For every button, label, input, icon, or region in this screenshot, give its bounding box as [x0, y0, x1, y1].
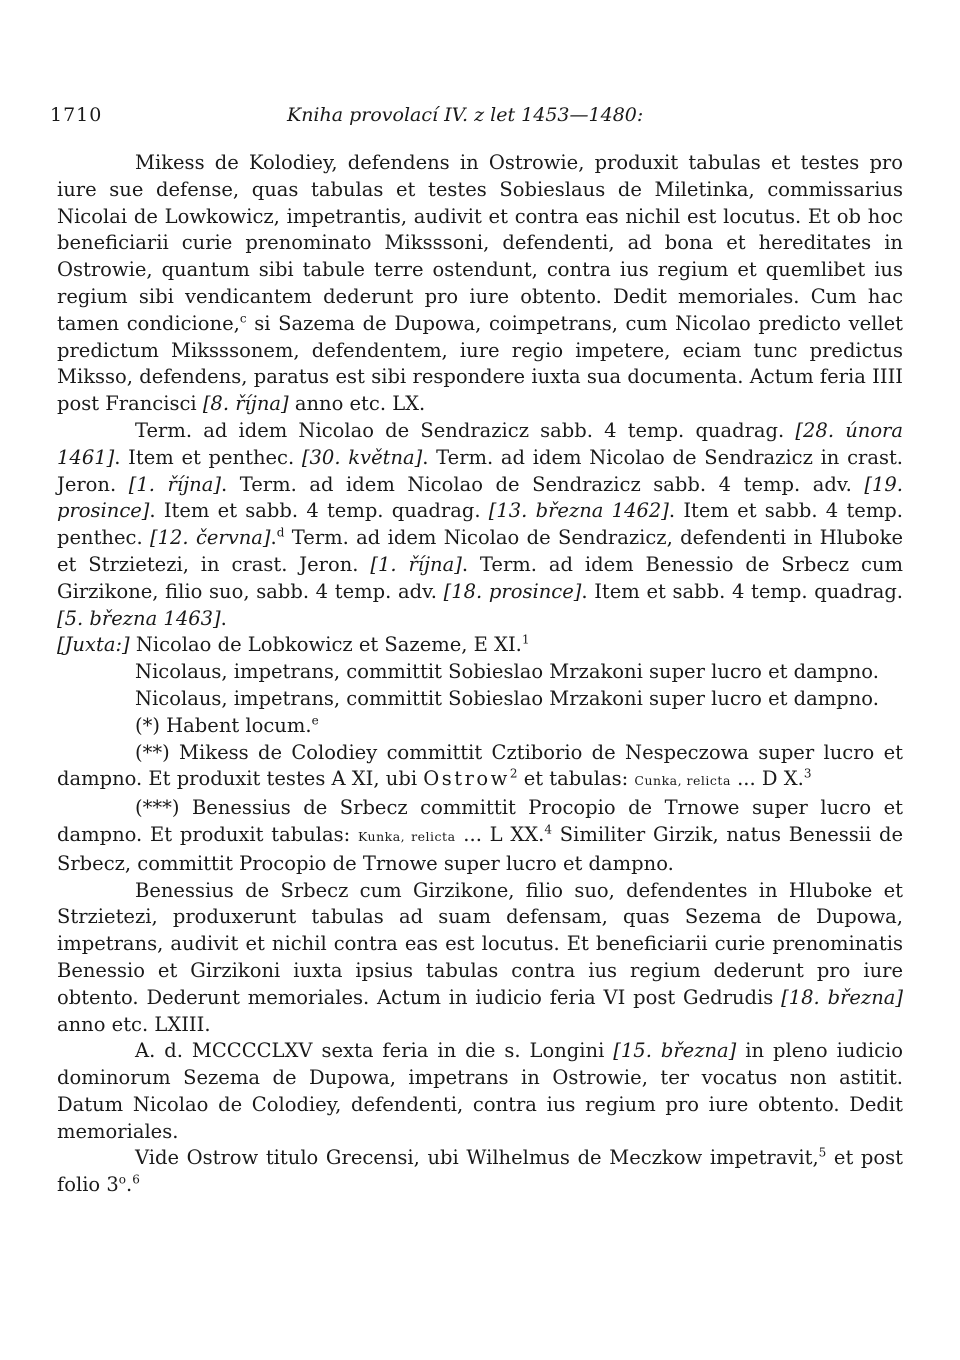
text-run: Similiter Girzik, natus Benessii de Srbecz, committit Procopio de Trnowe super lucro et dampno. — [57, 822, 904, 875]
text-run: . — [126, 1173, 133, 1197]
text-run: (**) Mikess de Colodiey committit Cztiborio de Nespeczowa super lucro et dampno. Et produxit testes A XI, ubi — [57, 740, 903, 791]
date-annotation: [30. května] — [301, 445, 423, 469]
footnote-marker: c — [239, 311, 247, 326]
text-run: . — [220, 606, 227, 630]
date-annotation: [18. prosince] — [443, 579, 582, 603]
footnote-marker: 1 — [521, 632, 530, 647]
paragraph — [57, 1145, 903, 1199]
paragraph — [57, 150, 903, 418]
text-run: . — [270, 526, 277, 550]
text-run: Vide Ostrow titulo Grecensi, ubi Wilhelmus de Meczkow impetravit, — [135, 1146, 819, 1170]
paragraph — [57, 1038, 903, 1145]
text-run: Nicolaus, impetrans, committit Sobieslao Mrzakoni super lucro et dampno. — [135, 686, 879, 710]
text-run: . Item et penthec. — [114, 445, 302, 469]
text-run: Term. ad idem Nicolao de Sendrazicz sabb. 4 temp. quadrag. — [135, 418, 796, 442]
date-annotation: [Juxta:] — [57, 633, 130, 657]
paragraph — [57, 740, 903, 796]
paragraph — [57, 686, 903, 713]
text-run: (*) Habent locum. — [135, 713, 312, 737]
footnote-marker: 4 — [544, 822, 552, 837]
paragraph — [57, 632, 903, 659]
date-annotation: [18. března] — [781, 985, 903, 1009]
paragraph — [57, 795, 903, 877]
date-annotation: [13. března 1462] — [488, 499, 669, 523]
text-run: in pleno iudicio dominorum Sezema de Dupowa, impetrans in Ostrowie, ter vocatus non astitit. Datum Nicolao de Colodiey, defendenti, contra ius regium pro iure obtento. Dedit memoriales. — [57, 1039, 903, 1143]
paragraph — [57, 418, 903, 632]
text-run: ... L XX. — [455, 822, 545, 846]
page-number: 1710 — [50, 104, 103, 126]
text-run: et post folio 3 — [57, 1146, 903, 1197]
body-text — [57, 150, 903, 1199]
text-run: et tabulas: — [517, 767, 635, 791]
text-run: . Term. ad idem Nicolao de Sendrazicz in crast. Jeron. — [57, 445, 903, 496]
text-run: . Item et sabb. 4 temp. quadrag. — [581, 579, 904, 603]
text-run: . Term. ad idem Benessio de Srbecz cum Girzikone, filio suo, sabb. 4 temp. adv. — [57, 552, 903, 603]
text-run: si Sazema de Dupowa, coimpetrans, cum Nicolao predicto vellet predictum Miksssonem, defendentem, iure regio impetere, eciam tunc predictus Miksso, defendens, paratus est sibi respondere iuxta sua documenta. Actum feria IIII post Francisci — [57, 311, 903, 416]
text-run: . Item et sabb. 4 temp. quadrag. — [149, 499, 489, 523]
small-caps-text: Kunka, relicta — [357, 828, 456, 844]
text-run: Nicolaus, impetrans, committit Sobieslao Mrzakoni super lucro et dampno. — [135, 660, 879, 684]
date-annotation: [1. října] — [370, 552, 462, 576]
text-run: ... D X. — [730, 767, 804, 791]
footnote-marker: o — [118, 1172, 127, 1187]
small-caps-text: Cunka, relicta — [634, 773, 731, 789]
footnote-marker: 6 — [132, 1172, 140, 1187]
footnote-marker: e — [311, 713, 319, 728]
paragraph — [57, 713, 903, 740]
text-run: anno etc. LXIII. — [57, 1012, 211, 1036]
date-annotation: [8. října] — [202, 392, 289, 416]
text-run: Mikess de Kolodiey, defendens in Ostrowie, produxit tabulas et testes pro iure sue defense, quas tabulas et testes Sobieslaus de Miletinka, commissarius Nicolai de Lowkowicz, impetrantis, audivit et contra eas nichil est locutus. Et ob hoc beneficiarii curie prenominato Miksssoni, defendenti, ad bona et hereditates in Ostrowie, quantum sibi tabule terre ostendunt, contra ius regium et quemlibet ius regium sibi vendicantem dederunt pro iure obtento. Dedit memoriales. Cum hac tamen condicione, — [57, 151, 903, 335]
footnote-marker: 3 — [803, 766, 812, 781]
running-title: Kniha provolací IV. z let 1453—1480: — [287, 104, 644, 126]
date-annotation: [15. března] — [613, 1039, 737, 1063]
paragraph — [57, 878, 903, 1039]
date-annotation: [28. února 1461] — [57, 418, 904, 469]
text-run: (***) Benessius de Srbecz committit Procopio de Trnowe super lucro et dampno. Et produxit tabulas: — [57, 796, 903, 846]
text-run: Term. ad idem Nicolao de Sendrazicz, defendenti in Hluboke et Strzietezi, in crast. Jeron. — [57, 526, 903, 576]
footnote-marker: d — [276, 525, 285, 540]
paragraph — [57, 659, 903, 686]
text-run: A. d. MCCCCLXV sexta feria in die s. Longini — [135, 1039, 614, 1063]
text-run: Nicolao de Lobkowicz et Sazeme, E XI. — [129, 633, 522, 657]
date-annotation: [12. června] — [149, 526, 271, 550]
spaced-text: Ostrow — [423, 767, 510, 791]
date-annotation: [1. října] — [128, 472, 221, 496]
date-annotation: [5. března 1463] — [57, 606, 221, 630]
footnote-marker: 2 — [509, 766, 518, 781]
text-run: anno etc. LX. — [288, 392, 426, 416]
text-run: . Item et sabb. 4 temp. penthec. — [57, 499, 903, 550]
footnote-marker: 5 — [818, 1145, 827, 1160]
page-header — [50, 100, 910, 130]
text-run: Benessius de Srbecz cum Girzikone, filio suo, defendentes in Hluboke et Strzietezi, produxerunt tabulas ad suam defensam, quas Sezema de Dupowa, impetrans, audivit et nichil contra eas est locutus. Et beneficiarii curie prenominatis Benessio et Girzikoni iuxta ipsius tabulas contra ius regium dederunt pro iure obtento. Dederunt memoriales. Actum in iudicio feria VI post Gedrudis — [57, 878, 903, 1009]
date-annotation: [19. prosince] — [57, 472, 904, 523]
text-run: . Term. ad idem Nicolao de Sendrazicz sabb. 4 temp. adv. — [220, 472, 865, 496]
